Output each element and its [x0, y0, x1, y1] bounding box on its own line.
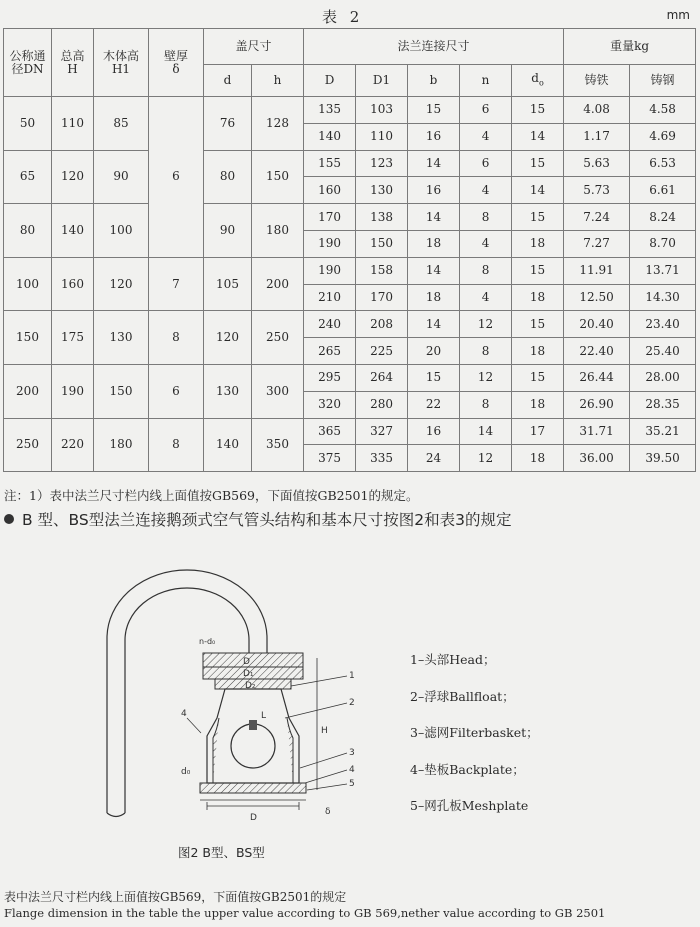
- cell-cast-iron: 7.27: [564, 230, 630, 257]
- cell-d0: 18: [512, 391, 564, 418]
- cell-n: 12: [460, 311, 512, 338]
- table-caption-row: [0, 6, 700, 26]
- cell-H: 190: [52, 364, 94, 418]
- label-D2: D₂: [245, 681, 256, 691]
- cell-d0: 17: [512, 418, 564, 445]
- cell-cast-steel: 23.40: [630, 311, 696, 338]
- cell-H: 120: [52, 150, 94, 204]
- header-cover: 盖尺寸: [204, 29, 304, 65]
- cell-n: 12: [460, 445, 512, 472]
- cell-dn: 150: [4, 311, 52, 365]
- label-4: 4: [181, 709, 187, 719]
- cell-cast-iron: 11.91: [564, 257, 630, 284]
- cell-cast-steel: 28.00: [630, 364, 696, 391]
- cell-D: 190: [304, 257, 356, 284]
- cell-n: 8: [460, 257, 512, 284]
- cell-n: 6: [460, 97, 512, 124]
- cell-dn: 50: [4, 97, 52, 151]
- cell-cast-steel: 14.30: [630, 284, 696, 311]
- cell-b: 15: [408, 364, 460, 391]
- header-cast-steel: 铸钢: [630, 65, 696, 97]
- cell-cast-steel: 39.50: [630, 445, 696, 472]
- cell-D1: 335: [356, 445, 408, 472]
- cell-D1: 208: [356, 311, 408, 338]
- header-d0: $d_o$: [512, 65, 564, 97]
- table-row: [4, 204, 696, 231]
- table-row: [4, 150, 696, 177]
- cell-cast-iron: 36.00: [564, 445, 630, 472]
- cell-cast-steel: 8.70: [630, 230, 696, 257]
- cell-n: 6: [460, 150, 512, 177]
- cell-D1: 103: [356, 97, 408, 124]
- cell-cast-iron: 31.71: [564, 418, 630, 445]
- cell-h: 180: [252, 204, 304, 258]
- cell-D: 210: [304, 284, 356, 311]
- cell-cast-iron: 22.40: [564, 338, 630, 365]
- cell-h: 250: [252, 311, 304, 365]
- cell-b: 24: [408, 445, 460, 472]
- cell-cast-iron: 5.63: [564, 150, 630, 177]
- head-body: [207, 689, 299, 783]
- cell-b: 14: [408, 150, 460, 177]
- cell-d0: 18: [512, 284, 564, 311]
- cell-H1: 90: [94, 150, 149, 204]
- cell-wall: 6: [149, 97, 204, 258]
- section-heading-text: B 型、BS型法兰连接鹅颈式空气管头结构和基本尺寸按图2和表3的规定: [22, 511, 512, 529]
- cell-D: 295: [304, 364, 356, 391]
- bullet-icon: [4, 514, 14, 524]
- float-ball: [231, 724, 275, 768]
- cell-cast-iron: 1.17: [564, 123, 630, 150]
- header-h: h: [252, 65, 304, 97]
- cell-D: 170: [304, 204, 356, 231]
- cell-H: 110: [52, 97, 94, 151]
- cell-D: 375: [304, 445, 356, 472]
- cell-D1: 138: [356, 204, 408, 231]
- lower-flange: [200, 783, 306, 793]
- label-D1: D₁: [243, 669, 254, 679]
- legend-item: 5–网孔板Meshplate: [410, 798, 529, 813]
- cell-wall: 6: [149, 364, 204, 418]
- cell-d0: 15: [512, 257, 564, 284]
- header-flange: 法兰连接尺寸: [304, 29, 564, 65]
- cell-H1: 180: [94, 418, 149, 472]
- header-wall: 壁厚 δ: [149, 29, 204, 97]
- cell-cast-steel: 6.53: [630, 150, 696, 177]
- cell-b: 16: [408, 418, 460, 445]
- cell-D1: 264: [356, 364, 408, 391]
- cell-H: 160: [52, 257, 94, 311]
- cell-D: 190: [304, 230, 356, 257]
- cell-d0: 15: [512, 204, 564, 231]
- cell-n: 4: [460, 230, 512, 257]
- label-delta: δ: [325, 807, 331, 817]
- cell-cast-steel: 25.40: [630, 338, 696, 365]
- cell-n: 8: [460, 391, 512, 418]
- cell-D: 320: [304, 391, 356, 418]
- label-4b: 4: [349, 765, 355, 775]
- table-row: [4, 311, 696, 338]
- footnote-english: Flange dimension in the table the upper value according to GB 569,nether value according to GB 2501: [4, 906, 606, 920]
- cell-d: 120: [204, 311, 252, 365]
- figure-caption: 图2 B型、BS型: [178, 845, 265, 860]
- cell-h: 200: [252, 257, 304, 311]
- cell-dn: 100: [4, 257, 52, 311]
- cell-cast-iron: 5.73: [564, 177, 630, 204]
- table-row: [4, 418, 696, 445]
- table-row: [4, 257, 696, 284]
- header-D: D: [304, 65, 356, 97]
- cell-D: 135: [304, 97, 356, 124]
- cell-d0: 18: [512, 445, 564, 472]
- cell-b: 18: [408, 284, 460, 311]
- cell-H1: 100: [94, 204, 149, 258]
- header-cast-iron: 铸铁: [564, 65, 630, 97]
- cell-D: 160: [304, 177, 356, 204]
- cell-h: 300: [252, 364, 304, 418]
- header-weight: 重量kg: [564, 29, 696, 65]
- table-row: [4, 364, 696, 391]
- cell-b: 15: [408, 97, 460, 124]
- cell-D1: 123: [356, 150, 408, 177]
- cell-D1: 110: [356, 123, 408, 150]
- cell-cast-steel: 35.21: [630, 418, 696, 445]
- cell-dn: 250: [4, 418, 52, 472]
- cell-n: 4: [460, 123, 512, 150]
- legend-item: 2–浮球Ballfloat；: [410, 688, 515, 704]
- cell-d: 140: [204, 418, 252, 472]
- cell-d0: 18: [512, 338, 564, 365]
- label-H: H: [321, 726, 328, 736]
- cell-cast-steel: 13.71: [630, 257, 696, 284]
- dimension-table: [3, 28, 696, 472]
- header-body-height: 木体高 H1: [94, 29, 149, 97]
- table-title: 表 2: [322, 8, 364, 26]
- cell-d: 76: [204, 97, 252, 151]
- cell-cast-steel: 4.58: [630, 97, 696, 124]
- cell-dn: 80: [4, 204, 52, 258]
- cell-d0: 14: [512, 123, 564, 150]
- cell-b: 16: [408, 177, 460, 204]
- cell-n: 12: [460, 364, 512, 391]
- header-d: d: [204, 65, 252, 97]
- cell-D1: 280: [356, 391, 408, 418]
- cell-H: 175: [52, 311, 94, 365]
- cell-d: 90: [204, 204, 252, 258]
- label-1: 1: [349, 671, 355, 681]
- cell-cast-steel: 28.35: [630, 391, 696, 418]
- cell-cast-iron: 20.40: [564, 311, 630, 338]
- cell-n: 4: [460, 284, 512, 311]
- cell-b: 20: [408, 338, 460, 365]
- parts-legend: [410, 650, 539, 833]
- label-L: L: [261, 711, 267, 721]
- cell-D: 155: [304, 150, 356, 177]
- cell-b: 18: [408, 230, 460, 257]
- cell-D1: 130: [356, 177, 408, 204]
- cell-cast-steel: 6.61: [630, 177, 696, 204]
- label-d0: d₀: [181, 767, 191, 777]
- cell-H1: 150: [94, 364, 149, 418]
- cell-h: 350: [252, 418, 304, 472]
- cell-n: 8: [460, 204, 512, 231]
- cell-D1: 150: [356, 230, 408, 257]
- header-dn: 公称通径DN: [4, 29, 52, 97]
- cell-dn: 200: [4, 364, 52, 418]
- cell-h: 150: [252, 150, 304, 204]
- cell-cast-iron: 7.24: [564, 204, 630, 231]
- gooseneck-diagram: [95, 558, 375, 828]
- cell-D: 240: [304, 311, 356, 338]
- cell-wall: 8: [149, 311, 204, 365]
- cell-d: 130: [204, 364, 252, 418]
- cell-b: 22: [408, 391, 460, 418]
- label-D-bottom: D: [250, 813, 257, 823]
- table-row: [4, 97, 696, 124]
- cell-wall: 8: [149, 418, 204, 472]
- cell-b: 14: [408, 204, 460, 231]
- label-5: 5: [349, 779, 355, 789]
- cell-b: 14: [408, 311, 460, 338]
- cell-cast-steel: 4.69: [630, 123, 696, 150]
- cell-D: 140: [304, 123, 356, 150]
- cell-D1: 170: [356, 284, 408, 311]
- cell-D1: 327: [356, 418, 408, 445]
- cell-d0: 15: [512, 97, 564, 124]
- cell-d0: 15: [512, 311, 564, 338]
- cell-d0: 15: [512, 364, 564, 391]
- cell-H: 140: [52, 204, 94, 258]
- cell-dn: 65: [4, 150, 52, 204]
- label-3: 3: [349, 748, 355, 758]
- cell-cast-steel: 8.24: [630, 204, 696, 231]
- cell-H: 220: [52, 418, 94, 472]
- cell-n: 4: [460, 177, 512, 204]
- upper-flange: [203, 653, 303, 667]
- cell-D: 265: [304, 338, 356, 365]
- cell-D1: 225: [356, 338, 408, 365]
- table-note: 注：1）表中法兰尺寸栏内线上面值按GB569，下面值按GB2501的规定。: [4, 488, 419, 503]
- cell-cast-iron: 12.50: [564, 284, 630, 311]
- cell-b: 14: [408, 257, 460, 284]
- header-n: n: [460, 65, 512, 97]
- header-row-1: [4, 29, 696, 65]
- label-2: 2: [349, 698, 355, 708]
- cell-H1: 85: [94, 97, 149, 151]
- cell-cast-iron: 26.44: [564, 364, 630, 391]
- table-unit: mm: [666, 8, 690, 22]
- cell-cast-iron: 26.90: [564, 391, 630, 418]
- header-total-height: 总高 H: [52, 29, 94, 97]
- cell-d0: 15: [512, 150, 564, 177]
- cell-H1: 120: [94, 257, 149, 311]
- cell-b: 16: [408, 123, 460, 150]
- cell-h: 128: [252, 97, 304, 151]
- cell-n: 8: [460, 338, 512, 365]
- cell-D1: 158: [356, 257, 408, 284]
- cell-cast-iron: 4.08: [564, 97, 630, 124]
- cell-d: 80: [204, 150, 252, 204]
- header-D1: D1: [356, 65, 408, 97]
- cell-d: 105: [204, 257, 252, 311]
- cell-d0: 14: [512, 177, 564, 204]
- label-nd0: n-d₀: [199, 637, 216, 646]
- legend-item: 3–滤网Filterbasket；: [410, 725, 539, 740]
- cell-wall: 7: [149, 257, 204, 311]
- legend-item: 4–垫板Backplate；: [410, 761, 525, 777]
- cell-n: 14: [460, 418, 512, 445]
- cell-d0: 18: [512, 230, 564, 257]
- legend-item: 1–头部Head；: [410, 652, 496, 667]
- cell-D: 365: [304, 418, 356, 445]
- label-D: D: [243, 657, 250, 667]
- footnote-chinese: 表中法兰尺寸栏内线上面值按GB569，下面值按GB2501的规定: [4, 890, 347, 904]
- header-b: b: [408, 65, 460, 97]
- section-heading: [4, 508, 512, 530]
- cell-H1: 130: [94, 311, 149, 365]
